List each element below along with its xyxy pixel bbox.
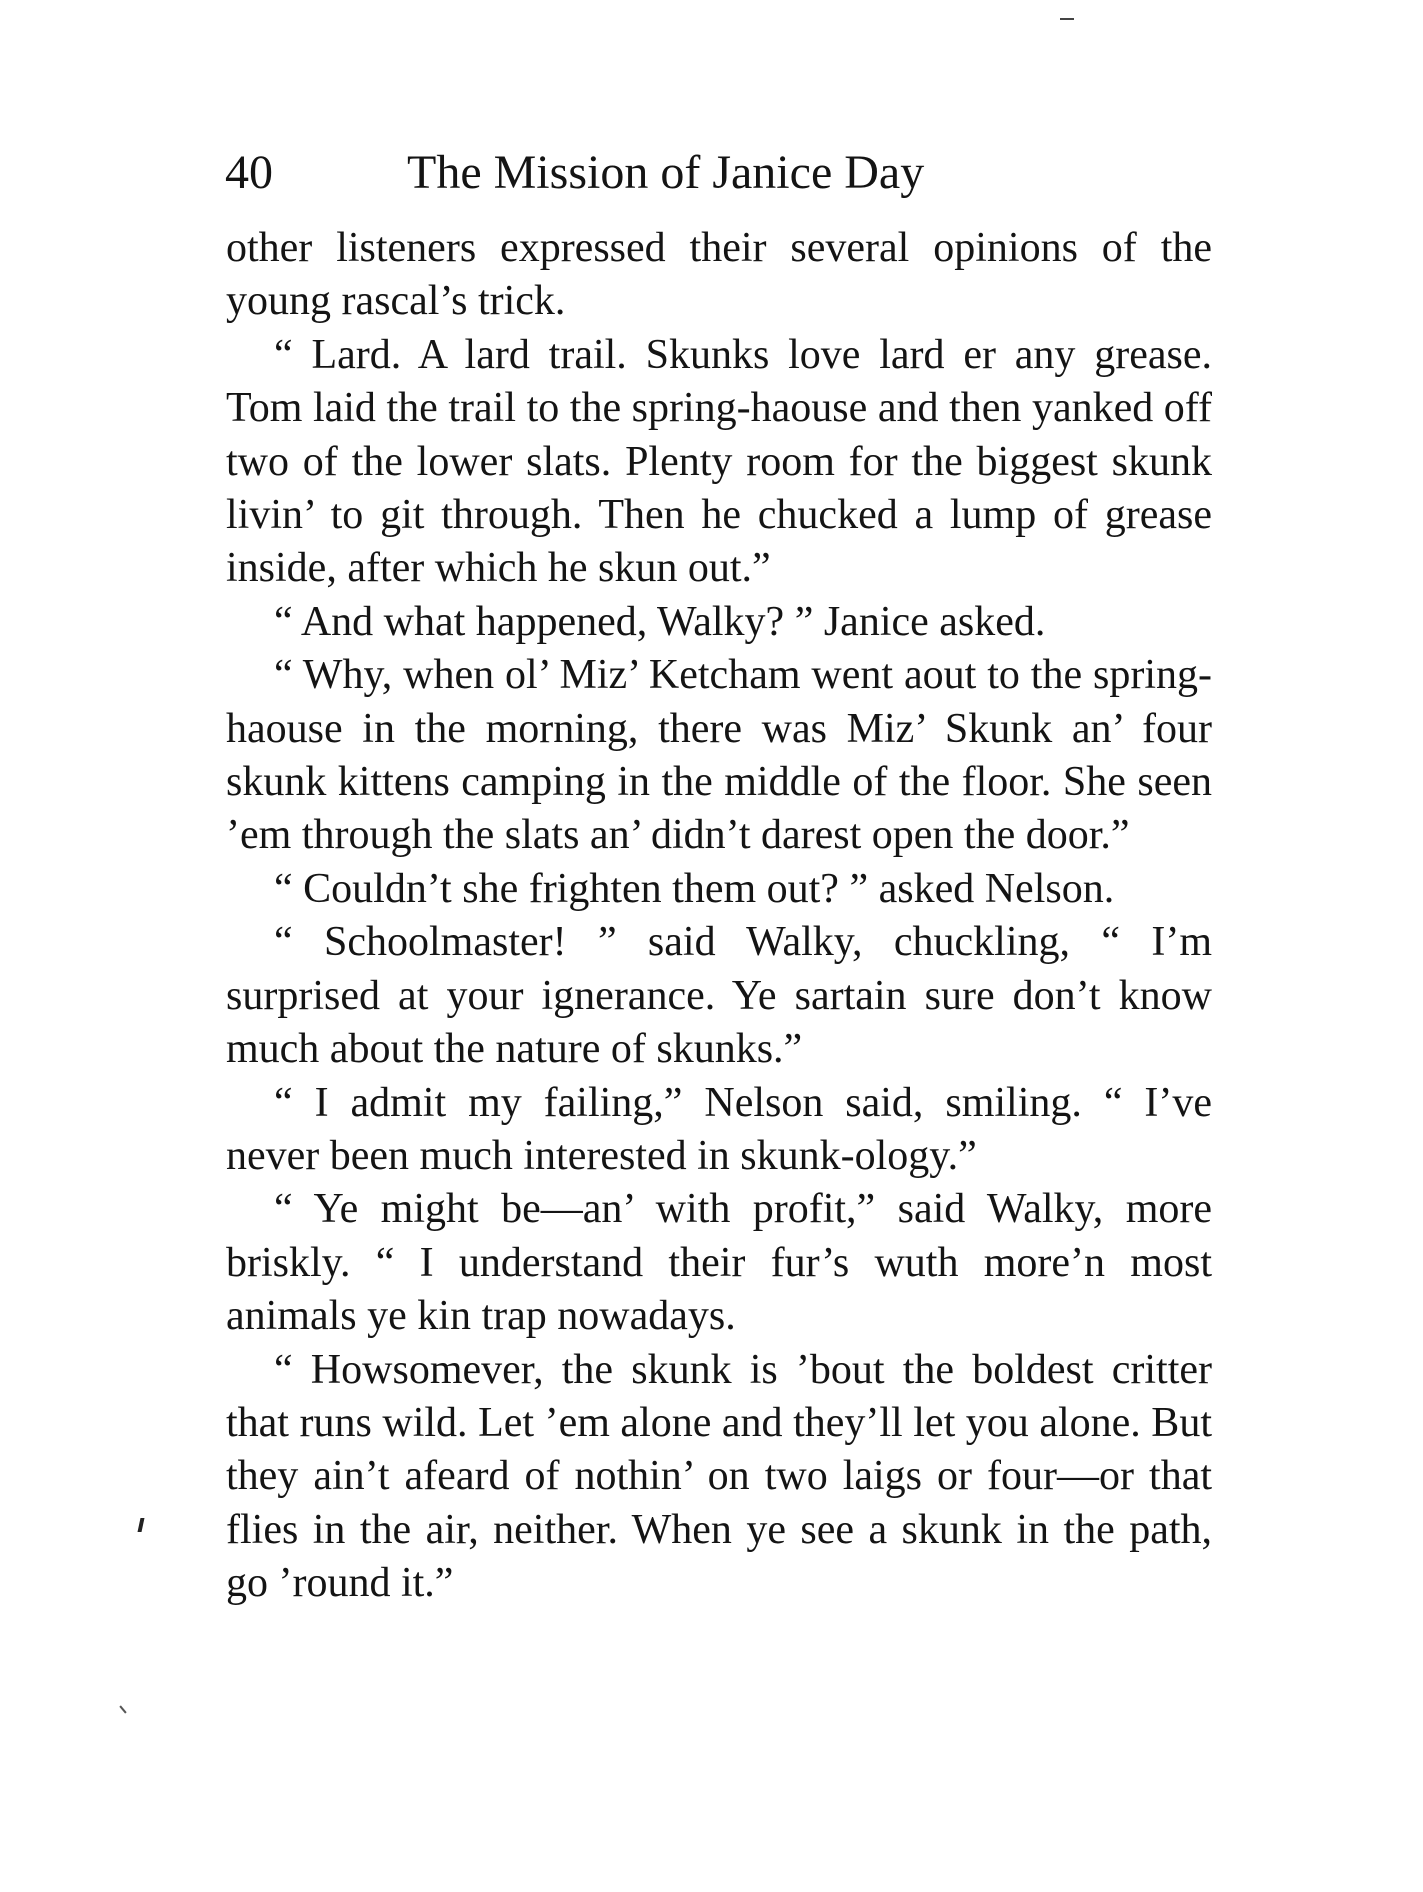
paragraph: “ Howsomever, the skunk is ’bout the boldest critter that runs wild. Let ’em alone and they’ll let you alone. But they ain’t afeard of nothin’ on two laigs or four—or that flies in the air, neither. When ye see a skunk in the path, go ’round it.” (226, 1346, 1212, 1607)
running-header (225, 138, 1225, 208)
paragraph: “ And what happened, Walky? ” Janice asked. (274, 598, 1046, 645)
scan-speck (1060, 18, 1074, 20)
scan-speck (119, 1705, 126, 1713)
paragraph: “ Why, when ol’ Miz’ Ketcham went aout to the spring-haouse in the morning, there was Miz’ Skunk an’ four skunk kittens camping in the middle of the floor. She seen ’em through the slats an’ didn’t darest open the door.” (226, 652, 1212, 859)
paragraph: “ I admit my failing,” Nelson said, smiling. “ I’ve never been much interested in skunk-ology.” (226, 1079, 1212, 1179)
paragraph: “ Schoolmaster! ” said Walky, chuckling, “ I’m surprised at your ignerance. Ye sartain sure don’t know much about the nature of skunks.” (226, 919, 1212, 1073)
body-text (226, 222, 1212, 1611)
paragraph: “ Ye might be—an’ with profit,” said Walky, more briskly. “ I understand their fur’s wuth more’n most animals ye kin trap nowadays. (226, 1186, 1212, 1340)
paragraph: other listeners expressed their several opinions of the young rascal’s trick. (226, 225, 1212, 325)
paragraph: “ Couldn’t she frighten them out? ” asked Nelson. (274, 865, 1115, 912)
paragraph: “ Lard. A lard trail. Skunks love lard er any grease. Tom laid the trail to the spring-haouse and then yanked off two of the lower slats. Plenty room for the biggest skunk livin’ to git through. Then he chucked a lump of grease inside, after which he skun out.” (226, 331, 1212, 592)
page-number: 40 (225, 146, 273, 199)
running-title: The Mission of Janice Day (407, 146, 925, 199)
scan-speck (138, 1518, 145, 1532)
